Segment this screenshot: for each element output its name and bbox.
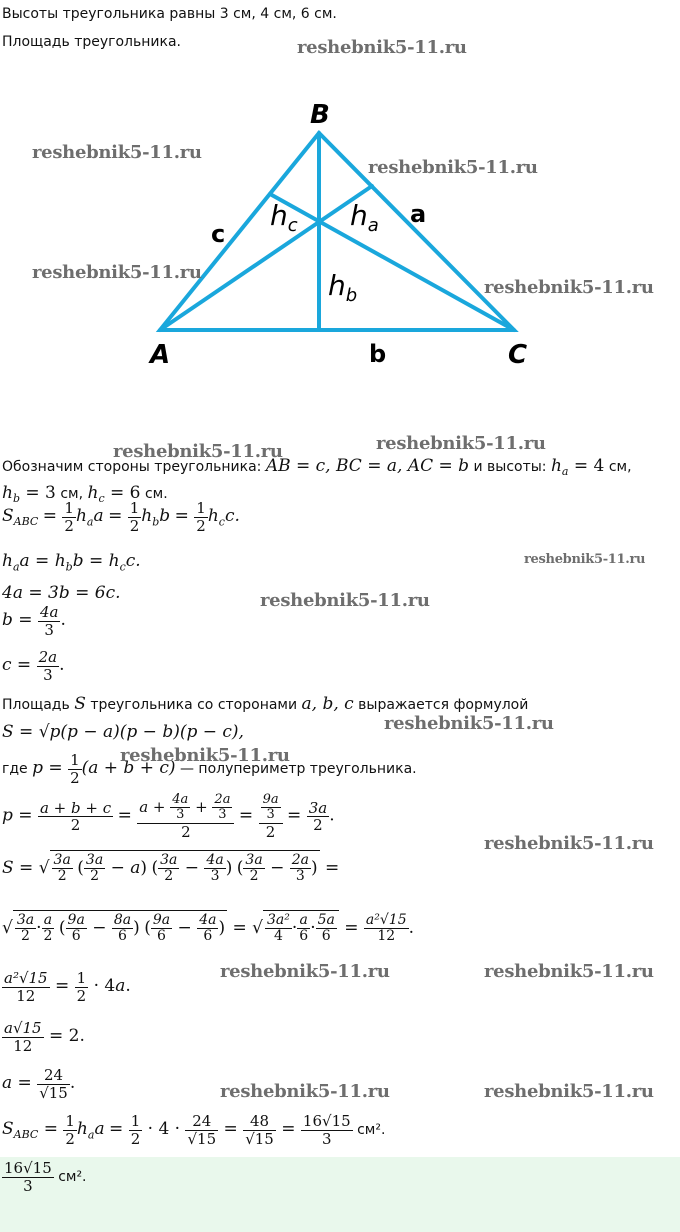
heron-formula: S = √p(p − a)(p − b)(p − c), bbox=[2, 722, 244, 742]
watermark: reshebnik5-11.ru bbox=[484, 1081, 654, 1102]
watermark: reshebnik5-11.ru bbox=[120, 745, 290, 766]
ha-label: $h_a$ bbox=[350, 199, 379, 236]
vertex-b-label: B bbox=[310, 100, 330, 130]
watermark: reshebnik5-11.ru bbox=[484, 833, 654, 854]
watermark: reshebnik5-11.ru bbox=[384, 713, 554, 734]
equation-2: $\frac{a√15}{12}$ = 2. bbox=[4, 1019, 85, 1055]
watermark: reshebnik5-11.ru bbox=[484, 277, 654, 298]
c-expression: c = $\frac{2a}{3}$ . bbox=[2, 648, 65, 684]
side-a-label: a bbox=[410, 200, 427, 228]
p-computation: p = $\frac{a + b + c}{2}$ = a + $\frac{4a}{3}$ + $\frac{2a}{3}$ 2 = $\frac{\frac{9a}{3}}{2}$ = $\frac{3a}{2}$ . bbox=[2, 792, 335, 841]
watermark: reshebnik5-11.ru bbox=[297, 37, 467, 58]
answer-box bbox=[0, 1157, 680, 1232]
b-expression: b = $\frac{4a}{3}$ . bbox=[2, 603, 66, 639]
heron-intro: Площадь S треугольника со сторонами a, b, c выражается формулой bbox=[2, 694, 529, 714]
watermark: reshebnik5-11.ru bbox=[368, 157, 538, 178]
equation-1: $\frac{\text{a²√15}}{12}$ = $\frac{1}{2}$ · 4a. bbox=[4, 969, 131, 1005]
altitude-hc bbox=[270, 194, 514, 330]
problem-statement: Высоты треугольника равны 3 см, 4 см, 6 см. bbox=[2, 6, 337, 22]
watermark: reshebnik5-11.ru bbox=[32, 262, 202, 283]
triangle-figure bbox=[0, 90, 680, 380]
side-b-label: b bbox=[369, 340, 387, 368]
watermark: reshebnik5-11.ru bbox=[220, 1081, 390, 1102]
problem-question: Площадь треугольника. bbox=[2, 34, 181, 50]
hb-label: $h_b$ bbox=[328, 269, 358, 306]
vertex-c-label: C bbox=[508, 340, 528, 370]
watermark: reshebnik5-11.ru bbox=[260, 590, 430, 611]
watermark: reshebnik5-11.ru bbox=[113, 441, 283, 462]
equality-heights: $h_aa = h_bb = h_cc$. bbox=[2, 551, 141, 574]
watermark: reshebnik5-11.ru bbox=[220, 961, 390, 982]
equality-numbers: 4a = 3b = 6c. bbox=[2, 583, 121, 603]
watermark: reshebnik5-11.ru bbox=[376, 433, 546, 454]
s-computation-2: √ $\frac{3a}{2}$ · $\frac{a}{2}$ ( $\frac{9a}{6}$ − $\frac{8a}{6}$ ) ( $\frac{9a}{6}$ − $\frac{4a}{6}$ ) = √ $\frac{\text{3a²}}{4}$ · $\frac{a}{6}$ · $\frac{5a}{6}$ = $\frac{\text{a²√15}}{12}$ . bbox=[2, 912, 415, 945]
s-computation-1: S = √ $\frac{3a}{2}$ ( $\frac{3a}{2}$ − a) ( $\frac{3a}{2}$ − $\frac{4a}{3}$ ) ( $\frac{3a}{2}$ − $\frac{2a}{3}$ ) = bbox=[2, 852, 340, 885]
watermark: reshebnik5-11.ru bbox=[524, 552, 646, 567]
answer-value: $\frac{16√15}{3}$ см². bbox=[4, 1159, 87, 1195]
vertex-a-label: A bbox=[150, 340, 171, 370]
semiperimeter-definition: где p = $\frac{1}{2}$ (a + b + c) — полупериметр треугольника. bbox=[2, 751, 417, 787]
notation-line-1: Обозначим стороны треугольника: AB = c, BC = a, AC = b и высоты: $h_a = 4$ см, bbox=[2, 456, 632, 478]
altitude-ha bbox=[160, 186, 372, 330]
hc-label: $h_c$ bbox=[270, 199, 298, 236]
side-c-label: c bbox=[211, 220, 226, 248]
watermark: reshebnik5-11.ru bbox=[32, 142, 202, 163]
a-value: a = $\frac{24}{√15}$ . bbox=[2, 1066, 76, 1102]
area-equality: $S_{ABC}$ = $\frac{1}{2}$ $h_aa$ = $\frac{1}{2}$ $h_bb$ = $\frac{1}{2}$ $h_cc$. bbox=[2, 499, 240, 535]
area-result: $S_{ABC}$ = $\frac{1}{2}$ $h_aa$ = $\frac{1}{2}$ · 4 · $\frac{24}{√15}$ = $\frac{48}{√15}$ = $\frac{16√15}{3}$ см². bbox=[2, 1112, 386, 1148]
notation-line-2: $h_b = 3$ см, $h_c = 6$ см. bbox=[2, 483, 168, 505]
watermark: reshebnik5-11.ru bbox=[484, 961, 654, 982]
